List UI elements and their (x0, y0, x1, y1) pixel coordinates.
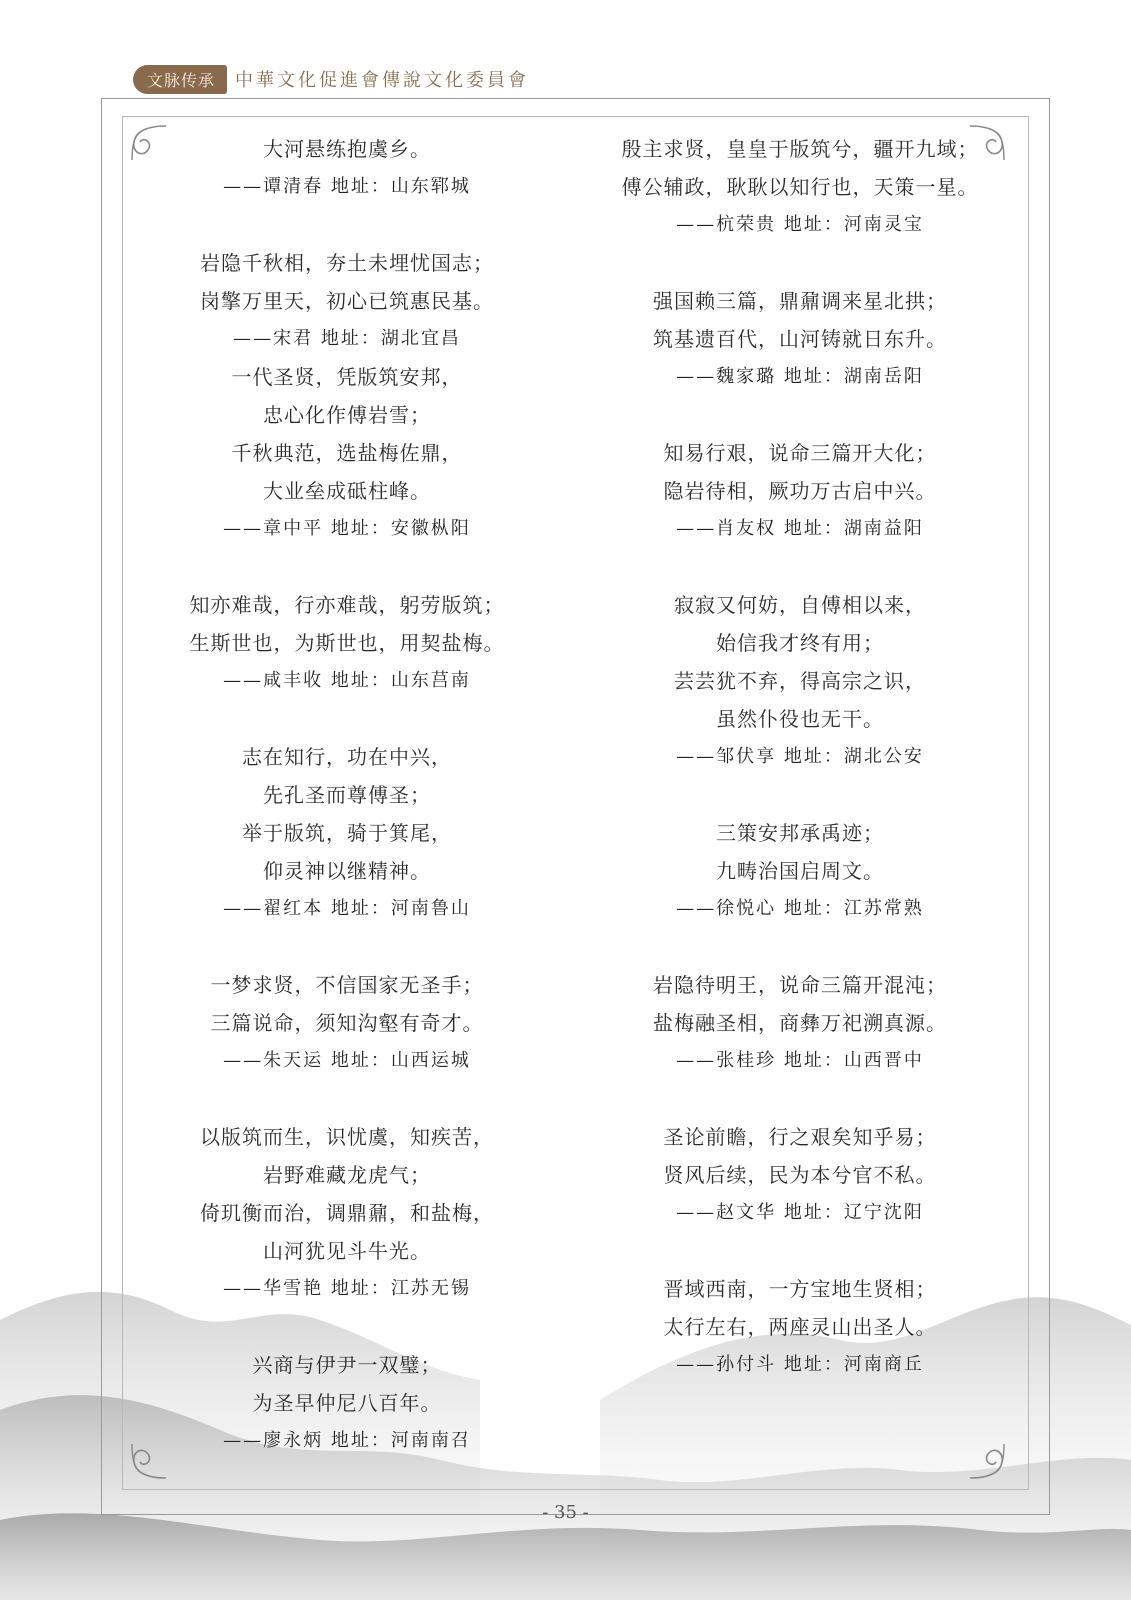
stanza-gap (580, 776, 1020, 814)
right-column (580, 130, 1020, 1384)
couplet-line: 贤风后续，民为本兮官不私。 (663, 1163, 937, 1187)
stanza-gap (580, 1080, 1020, 1118)
couplet-line: 山河犹见斗牛光。 (263, 1239, 431, 1263)
couplet-line: 筑基遗百代，山河铸就日东升。 (653, 327, 947, 351)
stanza-gap (580, 396, 1020, 434)
header-badge: 文脉传承 (133, 65, 227, 94)
couplet-line: 隐岩待相，厥功万古启中兴。 (663, 479, 937, 503)
couplet-line: 虽然仆役也无干。 (716, 707, 884, 731)
stanza-gap (127, 1308, 567, 1346)
header-title: 中華文化促進會傳說文化委員會 (235, 70, 530, 91)
couplet-line: 一梦求贤，不信国家无圣手； (210, 973, 484, 997)
author-credit: ——肖友权 地址：湖南益阳 (676, 518, 924, 539)
couplet-line: 强国赖三篇，鼎鼐调来星北拱； (653, 289, 947, 313)
couplet-line: 三篇说命，须知沟壑有奇才。 (210, 1011, 484, 1035)
couplet-line: 三策安邦承禹迹； (716, 821, 884, 845)
stanza-gap (127, 700, 567, 738)
couplet-line: 盐梅融圣相，商彝万祀溯真源。 (653, 1011, 947, 1035)
stanza-gap (127, 1080, 567, 1118)
author-credit: ——孙付斗 地址：河南商丘 (676, 1354, 924, 1375)
stanza-gap (580, 244, 1020, 282)
author-credit: ——杭荣贵 地址：河南灵宝 (676, 214, 924, 235)
stanza-gap (127, 206, 567, 244)
author-credit: ——翟红本 地址：河南鲁山 (223, 898, 471, 919)
couplet-line: 九畴治国启周文。 (716, 859, 884, 883)
stanza-gap (580, 928, 1020, 966)
left-column (127, 130, 567, 1460)
author-credit: ——章中平 地址：安徽枞阳 (223, 518, 471, 539)
author-credit: ——赵文华 地址：辽宁沈阳 (676, 1202, 924, 1223)
couplet-line: 傅公辅政，耿耿以知行也，天策一星。 (621, 175, 979, 199)
couplet-line: 一代圣贤，凭版筑安邦， (231, 365, 463, 389)
couplet-line: 生斯世也，为斯世也，用契盐梅。 (189, 631, 505, 655)
stanza-gap (580, 1232, 1020, 1270)
author-credit: ——宋君 地址：湖北宜昌 (233, 328, 461, 349)
couplet-line: 仰灵神以继精神。 (263, 859, 431, 883)
author-credit: ——朱天运 地址：山西运城 (223, 1050, 471, 1071)
author-credit: ——邹伏享 地址：湖北公安 (676, 746, 924, 767)
couplet-line: 芸芸犹不弃，得高宗之识， (674, 669, 926, 693)
author-credit: ——咸丰收 地址：山东莒南 (223, 670, 471, 691)
author-credit: ——徐悦心 地址：江苏常熟 (676, 898, 924, 919)
couplet-line: 千秋典范，选盐梅佐鼎， (231, 441, 463, 465)
couplet-line: 岩隐千秋相，夯土未埋忧国志； (200, 251, 494, 275)
couplet-line: 大业垒成砥柱峰。 (263, 479, 431, 503)
couplet-line: 圣论前瞻，行之艰矣知乎易； (663, 1125, 937, 1149)
author-credit: ——华雪艳 地址：江苏无锡 (223, 1278, 471, 1299)
couplet-line: 倚玑衡而治，调鼎鼐，和盐梅， (200, 1201, 494, 1225)
couplet-line: 晋域西南，一方宝地生贤相； (663, 1277, 937, 1301)
stanza-gap (127, 928, 567, 966)
couplet-line: 岩隐待明王，说命三篇开混沌； (653, 973, 947, 997)
stanza-gap (127, 548, 567, 586)
couplet-line: 太行左右，两座灵山出圣人。 (663, 1315, 937, 1339)
stanza-gap (580, 548, 1020, 586)
author-credit: ——魏家璐 地址：湖南岳阳 (676, 366, 924, 387)
couplet-line: 岗擎万里天，初心已筑惠民基。 (200, 289, 494, 313)
couplet-line: 为圣早仲尼八百年。 (252, 1391, 442, 1415)
couplet-line: 始信我才终有用； (716, 631, 884, 655)
couplet-line: 先孔圣而尊傅圣； (263, 783, 431, 807)
header (133, 62, 529, 96)
couplet-line: 寂寂又何妨，自傅相以来， (674, 593, 926, 617)
couplet-line: 殷主求贤，皇皇于版筑兮，疆开九域； (621, 137, 979, 161)
couplet-line: 岩野难藏龙虎气； (263, 1163, 431, 1187)
corner-scroll-ornament-bottom-right (966, 1440, 1010, 1484)
couplet-line: 忠心化作傅岩雪； (263, 403, 431, 427)
couplet-line: 知易行艰，说命三篇开大化； (663, 441, 937, 465)
author-credit: ——谭清春 地址：山东郓城 (223, 176, 471, 197)
page-number: - 35 - (542, 1502, 589, 1523)
couplet-line: 以版筑而生，识忧虞，知疾苦， (200, 1125, 494, 1149)
couplet-line: 大河悬练抱虞乡。 (263, 137, 431, 161)
couplet-line: 知亦难哉，行亦难哉，躬劳版筑； (189, 593, 505, 617)
couplet-line: 志在知行，功在中兴， (242, 745, 452, 769)
author-credit: ——廖永炳 地址：河南南召 (223, 1430, 471, 1451)
author-credit: ——张桂珍 地址：山西晋中 (676, 1050, 924, 1071)
couplet-line: 兴商与伊尹一双璧； (252, 1353, 442, 1377)
couplet-line: 举于版筑，骑于箕尾， (242, 821, 452, 845)
